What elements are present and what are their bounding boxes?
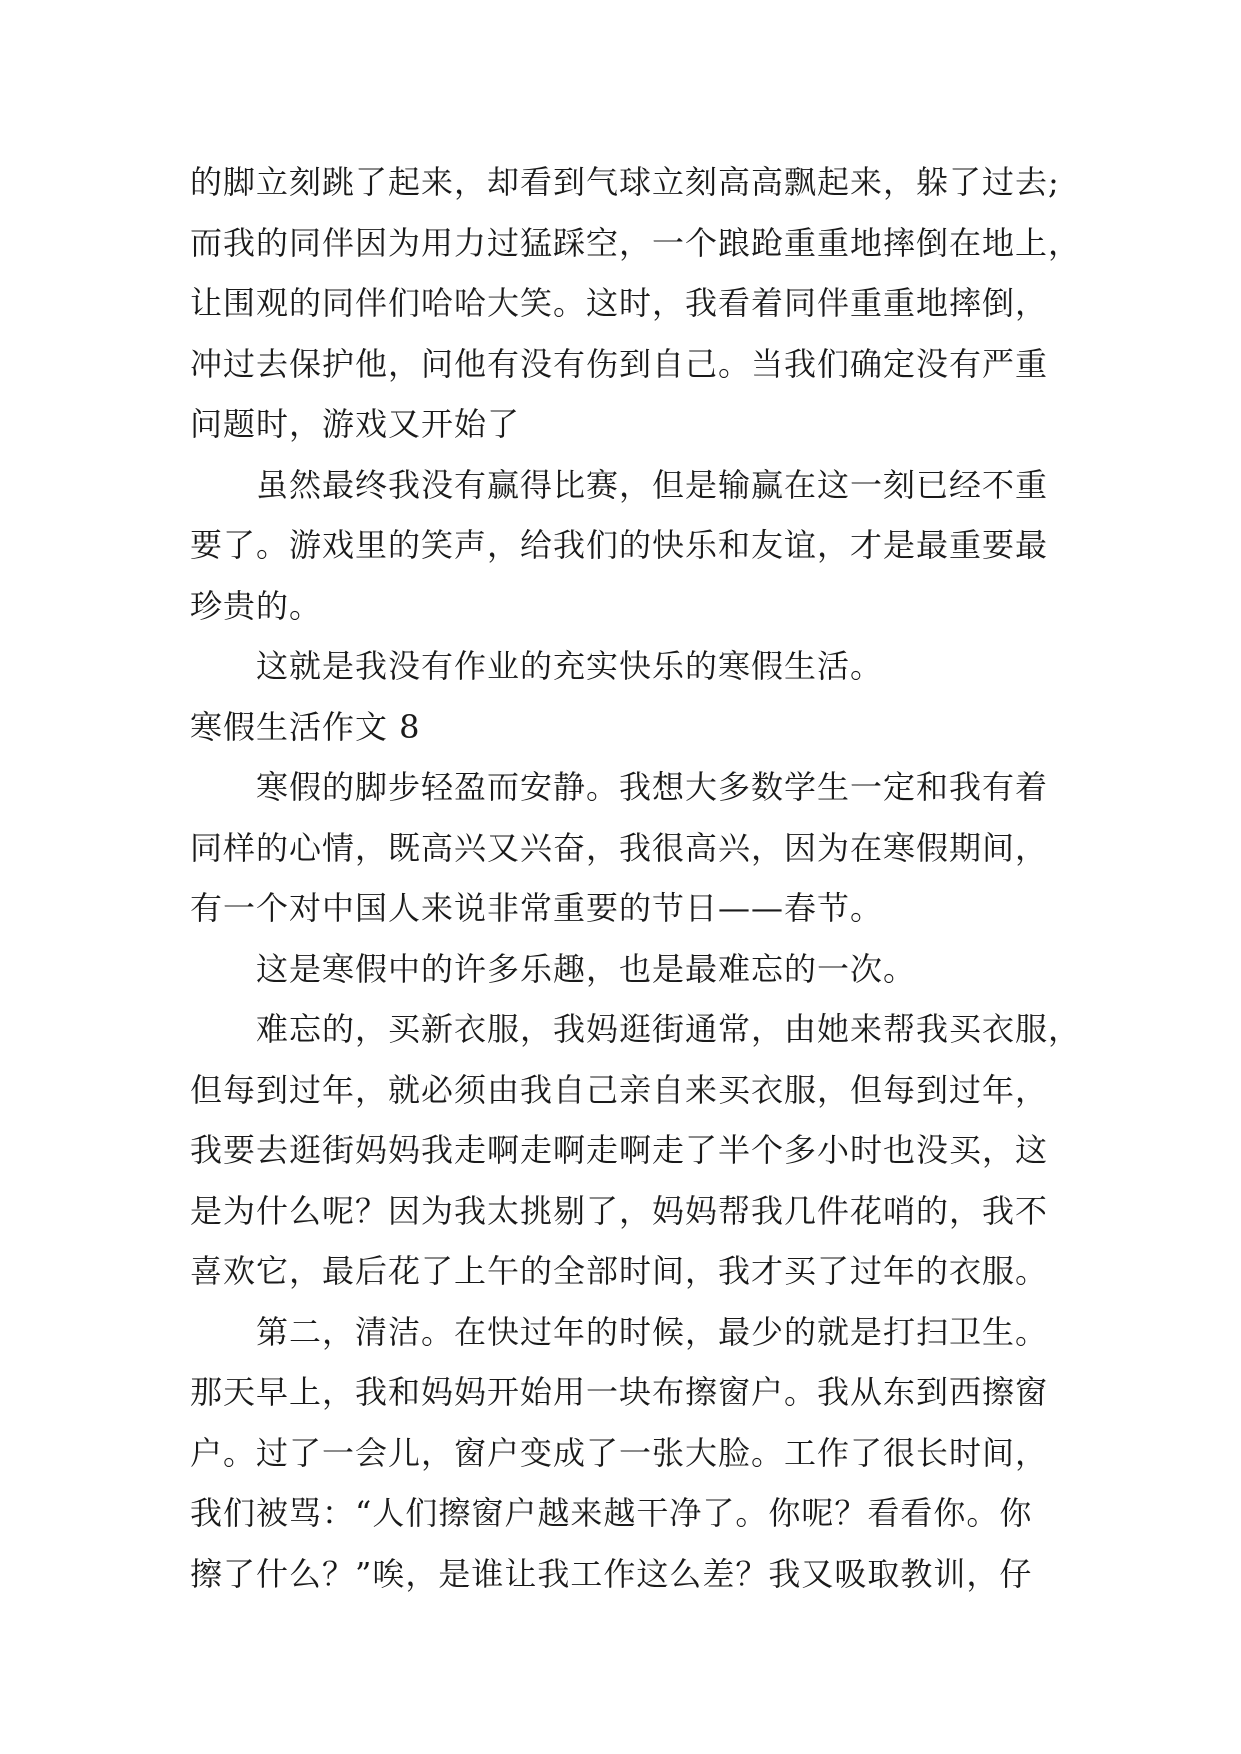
text-line: 是为什么呢？因为我太挑剔了，妈妈帮我几件花哨的，我不 bbox=[190, 1191, 1049, 1230]
paragraph-start-line: 寒假的脚步轻盈而安静。我想大多数学生一定和我有着 bbox=[256, 768, 1049, 806]
section-heading: 寒假生活作文 8 bbox=[190, 707, 421, 746]
text-line: 我们被骂：“人们擦窗户越来越干净了。你呢？看看你。你 bbox=[190, 1494, 1033, 1532]
text-line: 问题时，游戏又开始了 bbox=[190, 405, 521, 443]
body-text bbox=[190, 152, 1090, 1604]
text-line: 有一个对中国人来说非常重要的节日——春节。 bbox=[190, 889, 884, 927]
text-line: 冲过去保护他，问他有没有伤到自己。当我们确定没有严重 bbox=[190, 344, 1049, 383]
text-line: 而我的同伴因为用力过猛踩空，一个踉跄重重地摔倒在地上， bbox=[190, 223, 1082, 262]
paragraph-start-line: 第二，清洁。在快过年的时候，最少的就是打扫卫生。 bbox=[256, 1312, 1049, 1351]
text-line: 珍贵的。 bbox=[190, 586, 323, 625]
text-line: 那天早上，我和妈妈开始用一块布擦窗户。我从东到西擦窗 bbox=[190, 1373, 1049, 1411]
text-line: 户。过了一会儿，窗户变成了一张大脸。工作了很长时间， bbox=[190, 1433, 1049, 1472]
text-line: 同样的心情，既高兴又兴奋，我很高兴，因为在寒假期间， bbox=[190, 828, 1049, 867]
paragraph-start-line: 虽然最终我没有赢得比赛，但是输赢在这一刻已经不重 bbox=[256, 465, 1049, 504]
text-line: 我要去逛街妈妈我走啊走啊走啊走了半个多小时也没买，这 bbox=[190, 1131, 1049, 1169]
text-line: 但每到过年，就必须由我自己亲自来买衣服，但每到过年， bbox=[190, 1070, 1049, 1109]
text-line: 要了。游戏里的笑声，给我们的快乐和友谊，才是最重要最 bbox=[190, 526, 1049, 564]
paragraph-start-line: 这是寒假中的许多乐趣，也是最难忘的一次。 bbox=[256, 949, 917, 988]
text-line: 喜欢它，最后花了上午的全部时间，我才买了过年的衣服。 bbox=[190, 1252, 1049, 1290]
text-line: 的脚立刻跳了起来，却看到气球立刻高高飘起来，躲了过去; bbox=[190, 163, 1060, 201]
paragraph-start-line: 难忘的，买新衣服，我妈逛街通常，由她来帮我买衣服， bbox=[256, 1010, 1082, 1048]
text-line: 擦了什么？”唉，是谁让我工作这么差？我又吸取教训，仔 bbox=[190, 1554, 1033, 1593]
text-line: 让围观的同伴们哈哈大笑。这时，我看着同伴重重地摔倒， bbox=[190, 284, 1049, 322]
paragraph-start-line: 这就是我没有作业的充实快乐的寒假生活。 bbox=[256, 647, 884, 685]
